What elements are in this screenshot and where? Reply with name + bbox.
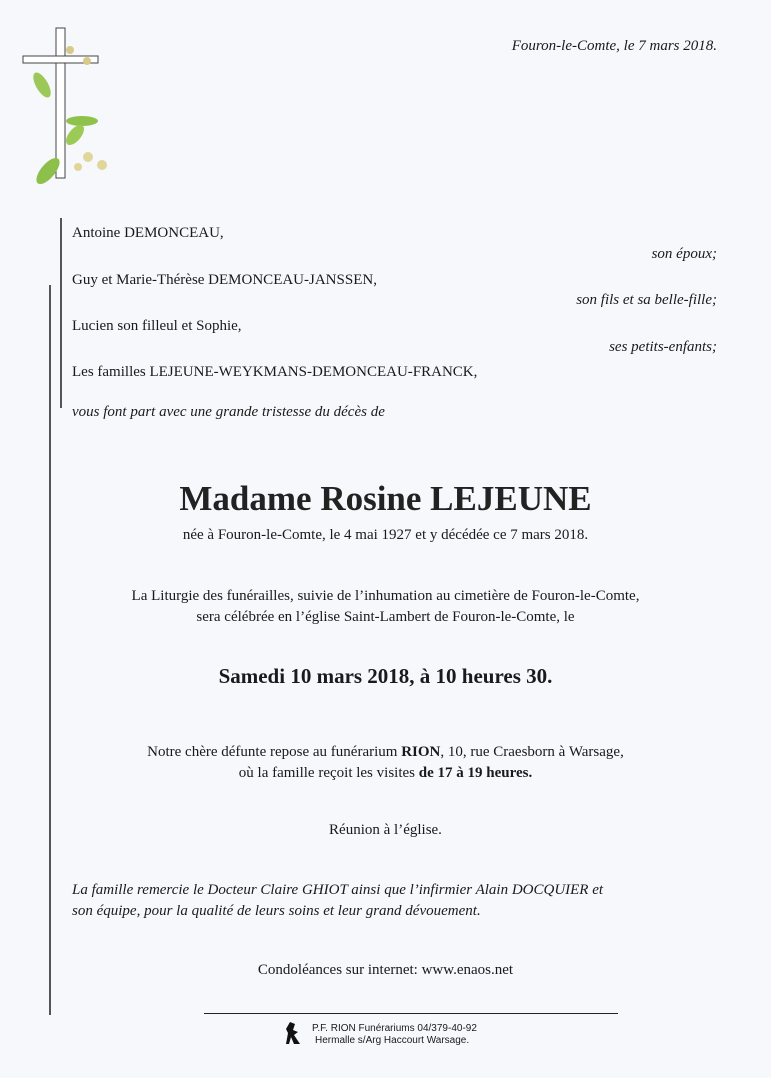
family-name: Les familles LEJEUNE-WEYKMANS-DEMONCEAU-FRANCK, — [72, 364, 478, 380]
deceased-name: Madame Rosine LEJEUNE — [179, 479, 592, 518]
condolences: Condoléances sur internet: www.enaos.net — [257, 962, 514, 978]
left-border-line — [49, 285, 51, 1015]
funeral-date: Samedi 10 mars 2018, à 10 heures 30. — [218, 664, 553, 688]
cross-flower-illustration — [20, 25, 130, 200]
liturgy-line: sera célébrée en l’église Saint-Lambert de Fouron-le-Comte, le — [196, 609, 575, 625]
thanks-line: La famille remercie le Docteur Claire GHIOT ainsi que l’infirmier Alain DOCQUIER et — [72, 882, 604, 898]
footer-line: Hermalle s/Arg Haccourt Warsage. — [315, 1035, 470, 1046]
funerarium-logo-icon — [285, 1021, 301, 1050]
footer-line: P.F. RION Funérariums 04/379-40-92 — [312, 1023, 477, 1034]
funerarium-name: RION — [401, 744, 441, 760]
family-name: Antoine DEMONCEAU, — [72, 225, 224, 241]
liturgy-line: La Liturgie des funérailles, suivie de l’inhumation au cimetière de Fouron-le-Comte, — [131, 588, 640, 604]
rest-line — [0, 744, 771, 761]
family-relation: son fils et sa belle-fille; — [576, 292, 717, 308]
visit-text: où la famille reçoit les visites — [238, 765, 419, 781]
family-relation: son époux; — [651, 246, 717, 262]
rest-text: , 10, rue Craesborn à Warsage, — [440, 744, 624, 760]
visit-line — [0, 765, 771, 782]
family-relation: ses petits-enfants; — [609, 339, 717, 355]
place-date: Fouron-le-Comte, le 7 mars 2018. — [511, 38, 717, 54]
family-name: Lucien son filleul et Sophie, — [72, 318, 242, 334]
announcement: vous font part avec une grande tristesse du décès de — [72, 404, 385, 420]
footer-divider — [204, 1013, 618, 1014]
visit-hours: de 17 à 19 heures. — [418, 765, 533, 781]
family-name: Guy et Marie-Thérèse DEMONCEAU-JANSSEN, — [72, 272, 377, 288]
thanks-line: son équipe, pour la qualité de leurs soins et leur grand dévouement. — [72, 903, 481, 919]
left-border-line — [60, 218, 62, 408]
meeting: Réunion à l’église. — [329, 822, 442, 838]
rest-text: Notre chère défunte repose au funérarium — [147, 744, 402, 760]
birth-death: née à Fouron-le-Comte, le 4 mai 1927 et y décédée ce 7 mars 2018. — [182, 527, 589, 543]
